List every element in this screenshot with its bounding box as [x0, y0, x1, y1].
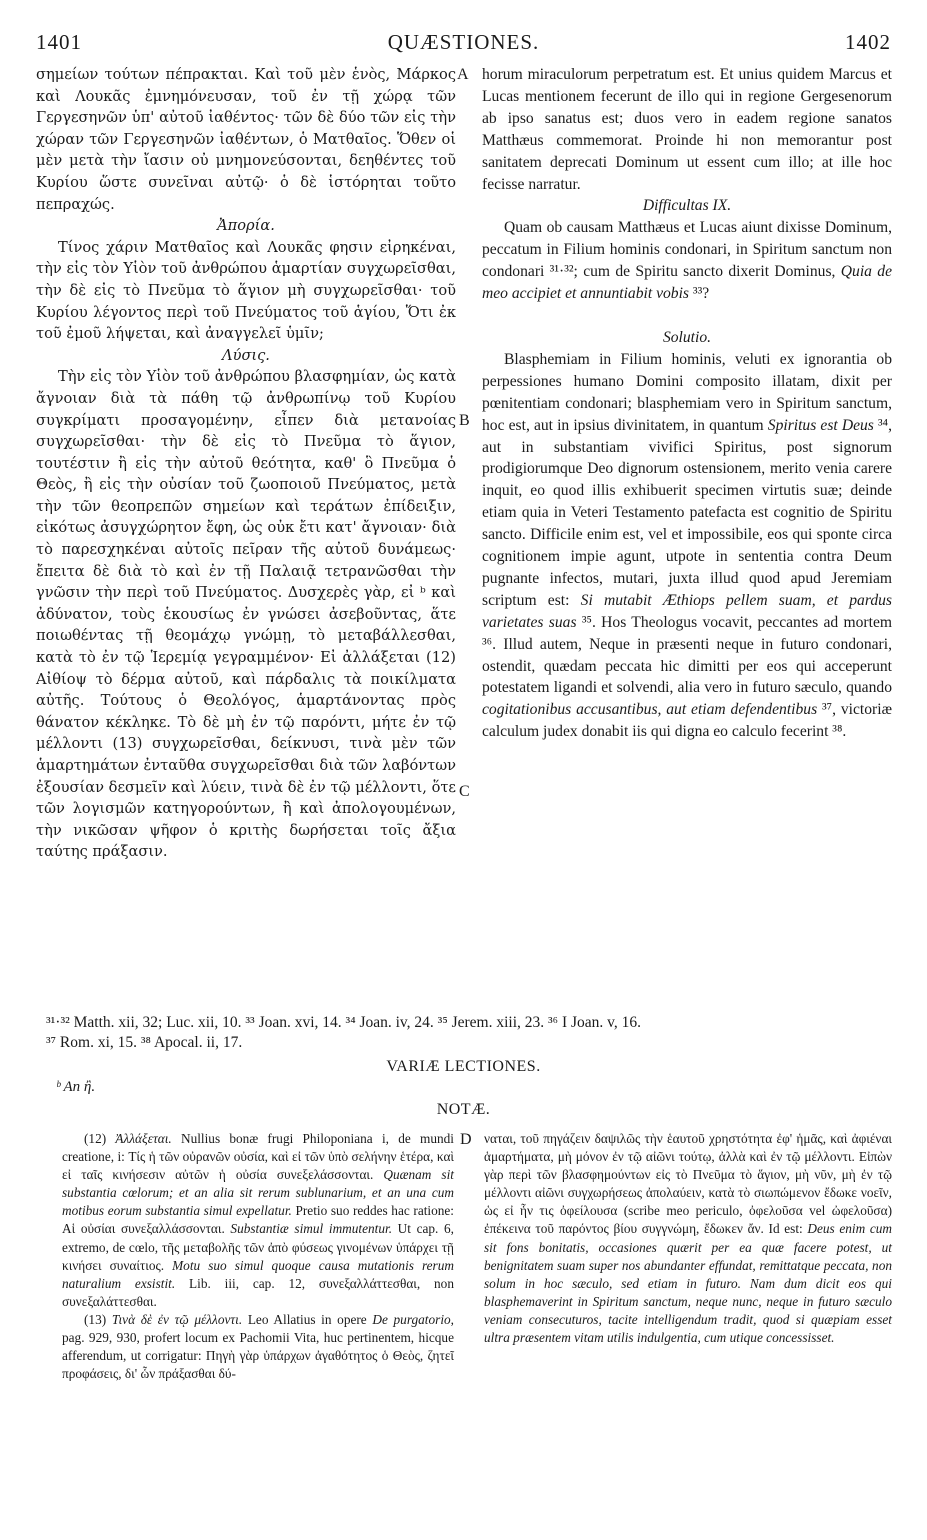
greek-paragraph-2: Τίνος χάριν Ματθαῖος καὶ Λουκᾶς φησιν εἰρηκέναι, τὴν εἰς τὸν Υἱὸν τοῦ ἀνθρώπου ἁμαρτίαν συγχωρεῖσθαι, τὴν δὲ εἰς τὸ Πνεῦμα τὸ ἅγιον μὴ συγχωρεῖσθαι· τοῦ Κυρίου λέγοντος περὶ τοῦ Πνεύματος τοῦ ἁγίου, Ὅτι ἐκ τοῦ ἐμοῦ λήψεται, καὶ ἀναγγελεῖ ὑμῖν;	[36, 238, 456, 343]
latin-p2-quote: Quia de meo accipiet et annuntiabit vobis	[482, 263, 892, 303]
variae-note-b: ᵇ An ἢ.	[56, 1079, 96, 1095]
note-12-number: (12)	[84, 1131, 116, 1146]
latin-column	[482, 64, 892, 743]
notes-right-column	[484, 1130, 892, 1347]
greek-heading-aporia: Ἀπορία.	[217, 217, 275, 235]
notes-left-column	[62, 1130, 454, 1383]
latin-p2-ref: ³³?	[689, 285, 710, 303]
note-12-italic-2: Substantiæ simul immutentur.	[230, 1221, 393, 1237]
latin-p3-quote-3: cogitationibus accusantibus, aut etiam defendentibus	[482, 701, 818, 719]
latin-p2-text: Quam ob causam Matthæus et Lucas aiunt dixisse Dominum, peccatum in Filium hominis condonari, in Spiritum sanctum non condonari ³¹·³²; cum de Spiritu sancto dixerit Dominus,	[482, 219, 892, 281]
note-12-lemma: Ἀλλάξεται.	[115, 1131, 172, 1146]
latin-paragraph-2	[482, 217, 892, 305]
note-13-text-2: , pag. 929, 930, profert locum ex Pachomii Vita, huc pertinentem, hicque afferendum, ut corrigatur: Πηγὴ γὰρ ὑπάρχων ἀγαθότητος ὁ Θεὸς, ζητεῖ προφάσεις, δι' ὧν πράξασθαι δύ-	[62, 1311, 454, 1382]
note-13-number: (13)	[84, 1311, 112, 1327]
greek-paragraph-1: σημείων τούτων πέπρακται. Καὶ τοῦ μὲν ἑνὸς, Μάρκος καὶ Λουκᾶς ἐμνημόνευσαν, τοῦ ἐν τῇ χώρᾳ τῶν Γεργεσηνῶν ὑπ' αὐτοῦ ἰαθέντος· τῶν δὲ δύο τῶν εἰς τὴν χώραν τῶν Γεργεσηνῶν ἰαθέντων, ὁ Ματθαῖος. Ὅθεν οἱ μὲν μετὰ τὴν ἴασιν οὐ μνημονεύσονται, δεηθέντες τοῦ Κυρίου ὥστε συνεῖναι αὐτῷ· ὁ δὲ ἱστόρηται τοῦτο πεπραχώς.	[36, 66, 456, 213]
latin-heading-solutio: Solutio.	[662, 328, 712, 346]
note-12-italic-1: Quænam sit substantia cœlorum; et an alia sit rerum sublunarium, et an una cum motibus eorum substantia simul expellatur.	[62, 1167, 454, 1219]
references-line-1: ³¹·³² Matth. xii, 32; Luc. xii, 10. ³³ Joan. xvi, 14. ³⁴ Joan. iv, 24. ³⁵ Jerem. xiii, 23. ³⁶ I Joan. v, 16.	[46, 1014, 642, 1031]
page-number-right: 1402	[845, 30, 891, 54]
note-13-text-1: Leo Allatius in opere	[242, 1311, 373, 1327]
note-13-latin-translation: Deus enim cum sit fons bonitatis, occasiones quærit per ea quæ facere potest, ut benignitatem suam super nos abundanter effundat, remittatque peccata, non solum in hoc sæculo, sed etiam in futuro. Nam dum dicit eos qui blasphemaverint in Spiritum sanctum, neque nunc, neque in futuro sæculo veniam consecuturos, tacite intelligendum tradit, quod si quæpiam esset ultra præsentem vitam utilis indulgentia, cum utique concessisset.	[484, 1221, 892, 1346]
latin-p3-text-1: Blasphemiam in Filium hominis, veluti ex ignorantia ob perpessiones humano Domini composito illatam, dixit per pœnitentiam condonari; blasphemiam vero in Spiritum sanctum, hoc est, aut in ipsius divinitatem, in quantum	[482, 350, 892, 434]
note-12	[62, 1130, 454, 1311]
note-13-title: De purgatorio	[372, 1311, 451, 1327]
note-13-lemma: Τινὰ δὲ ἐν τῷ μέλλοντι.	[111, 1311, 243, 1327]
latin-p3-quote-2: Si mutabit Æthiops pellem suam, et pardus varietates suas	[482, 591, 893, 631]
latin-heading-difficultas: Difficultas IX.	[642, 197, 732, 215]
margin-sigil-c: C	[459, 783, 470, 800]
note-13	[62, 1311, 454, 1383]
note-13-greek-continued: ναται, τοῦ πηγάζειν δαψιλῶς τὴν ἑαυτοῦ χρηστότητα ἐφ' ἡμᾶς, καὶ ἀφιέναι ἁμαρτήματα, μὴ μόνον ἐν τῷ αἰῶνι τούτῳ, ἀλλὰ καὶ ἐν τῷ μέλλοντι. Εἰπὼν γὰρ περὶ τῶν βλασφημούντων εἰς τὸ Πνεῦμα τὸ ἅγιον, μὴ νῦν, μὴ ἐν τῷ μέλλοντι αἰῶνι συγχωρήσεως ἀπολαύειν, κατὰ τὸ σιωπώμενον ἔδωκε νοεῖν, ὡς εἰ ἦν τις ὀφείλουσα (scribe meo periculo, ὀφελοῦσα vel ὠφελοῦσα) ἐπέκεινα τοῦ παρόντος βίου συγγνώμη, ἔδωκεν ἄν. Id est:	[484, 1131, 892, 1237]
latin-p3-text-4: ³⁷, victoriæ calculum judex donabit iis qui digna eo calculo fecerint ³⁸.	[482, 701, 892, 741]
latin-p3-quote-1: Spiritus est Deus	[767, 416, 874, 434]
latin-paragraph-3	[482, 349, 892, 743]
margin-sigil-a: A	[457, 66, 469, 83]
latin-paragraph-1: horum miraculorum perpetratum est. Et unius quidem Marcus et Lucas mentionem fecerunt de illo qui in regione Gergesenorum ab ipso sanatus est; duos vero in eadem regione sanatos Matthæus commemorat. Proinde hi non memorantur post sanitatem deprecati Dominum ut essent cum illo; at ille hoc fecisse narratur.	[482, 66, 892, 193]
note-12-text-2: Pretio suo reddes hac ratione: Αἱ οὐσίαι συνεξαλλάσσονται.	[62, 1203, 454, 1237]
note-12-text-3: Ut cap. 6, extremo, de cœlo, τῆς μεταβολῆς τῶν ἀπὸ φύσεως γινομένων ὑπάρχει τῇ κινήσει συναίτιος.	[62, 1221, 454, 1273]
note-12-text-1: Nullius bonæ frugi Philoponiana i, de mundi creatione, i: Τίς ἡ τῶν οὐρανῶν οὐσία, καὶ εἰ τῶν ὑπὸ σελήνην ἑτέρα, καὶ εἰ ταῖς κινήσεσιν αὐτῶν ἡ οὐσία συνεξελάσσονται.	[62, 1131, 454, 1183]
variae-heading: VARIÆ LECTIONES.	[386, 1058, 541, 1075]
page-title: QUÆSTIONES.	[387, 30, 540, 54]
margin-sigil-d: D	[460, 1131, 472, 1148]
notae-heading: NOTÆ.	[436, 1101, 491, 1118]
page-number-left: 1401	[36, 30, 82, 54]
note-12-text-4: Lib. iii, cap. 12, συνεξαλλάττεσθαι, non συνεξαλάττεσθαι.	[62, 1275, 454, 1309]
note-12-italic-3: Motu suo simul quoque causa mutationis rerum naturalium exsistit.	[62, 1257, 454, 1291]
greek-column	[36, 64, 456, 863]
greek-paragraph-3: Τὴν εἰς τὸν Υἱὸν τοῦ ἀνθρώπου βλασφημίαν, ὡς κατὰ ἄγνοιαν διὰ τὰ πάθη τῷ ἀνθρωπίνῳ τοῦ Κυρίου συγκρίματι προσαγομένην, εἶπεν διὰ μετανοίας συγχωρεῖσθαι· τὴν δὲ εἰς τὸ Πνεῦμα τὸ ἅγιον, τουτέστιν ἢ εἰς τὴν αὐτοῦ θεότητα, καθ' ὃ Πνεῦμα ὁ Θεὸς, ἢ εἰς τὴν οὐσίαν τοῦ ζωοποιοῦ Πνεύματος, μετὰ τὴν τῶν θεοπρεπῶν σημείων καὶ τεράτων ἐπίδειξιν, εἰκότως ἀσυγχώρητον ἔφη, ὡς οὐκ ἔτι κατ' ἄγνοιαν· διὰ τὸ παρεσχηκέναι αὐτοῖς πεῖραν τῆς αὐτοῦ δυνάμεως· ἔπειτα δὲ διὰ τὸ καὶ ἐν τῇ Παλαιᾷ τετρανῶσθαι τὴν γνῶσιν τὴν περὶ τοῦ Πνεύματος. Δυσχερὲς γὰρ, εἰ ᵇ καὶ ἀδύνατον, τοὺς ἑκουσίως ἐν γνώσει ἀσεβοῦντας, ἅτε ποιωθέντας τῇ θεομάχῳ γνώμῃ, τὸ μεταβάλλεσθαι, κατὰ τὸ ἐν τῷ Ἱερεμίᾳ γεγραμμένον· Εἰ ἀλλάξεται (12) Αἰθίοψ τὸ δέρμα αὐτοῦ, καὶ πάρδαλις τὰ ποικίλματα αὐτῆς. Τούτους ὁ Θεολόγος, ἁμαρτάνοντας πρὸς θάνατον κέκληκε. Τὸ δὲ μὴ ἐν τῷ παρόντι, μήτε ἐν τῷ μέλλοντι (13) συγχωρεῖσθαι, δείκνυσι, τινὰ μὲν τῶν ἁμαρτημάτων ἐνταῦθα συγχωρεῖσθαι διὰ τῶν λαβόντων ἐξουσίαν δεσμεῖν καὶ λύειν, τινὰ δὲ ἐν τῷ μέλλοντι, ὅτε τῶν λογισμῶν κατηγορούντων, ἢ καὶ ἀπολογουμένων, τὴν νικῶσαν ψῆφον ὁ κριτὴς δωρήσεται τοῖς ἄξια ταύτης πράξασιν.	[36, 368, 456, 861]
latin-p3-text-2: ³⁴, aut in substantiam vivifici Spiritus, post signorum prodigiorumque Deo dignorum ostensionem, merito venia carere inquit, eo quod illis exhibuerit specimen virtutis suæ; deinde etiam quia in Veteri Testamento patefacta est cognitio de Spiritu sancto. Difficile enim est, vel et impossibile, eos qui sponte circa cognitionem impie agunt, utpote in sententia contra Deum pugnante infectos, mutari, juxta illud quod apud Jeremiam scriptum est:	[482, 416, 892, 609]
scripture-references	[46, 1013, 896, 1053]
note-13-continued	[484, 1130, 892, 1347]
running-header	[36, 30, 891, 64]
latin-p3-text-3: ³⁵. Hos Theologus vocavit, peccantes ad mortem ³⁶. Illud autem, Neque in præsenti neque in futuro condonari, ostendit, quædam peccata hic dimitti per eos qui acceperunt potestatem ligandi et solvendi, alia vero in futuro sæculo, quando	[482, 613, 892, 697]
references-line-2: ³⁷ Rom. xi, 15. ³⁸ Apocal. ii, 17.	[46, 1034, 243, 1051]
greek-heading-lysis: Λύσις.	[222, 346, 270, 364]
margin-sigil-b: B	[459, 412, 470, 429]
